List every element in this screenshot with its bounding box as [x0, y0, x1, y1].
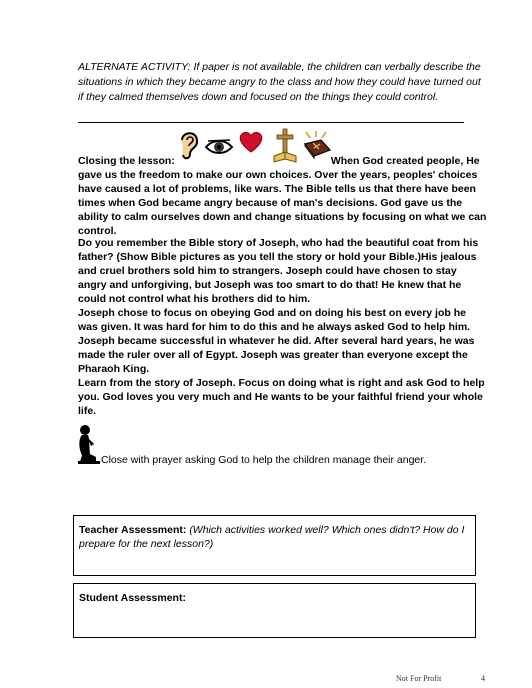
- praying-child-icon: [76, 424, 100, 466]
- page-number: 4: [481, 674, 485, 683]
- closing-lesson: [78, 150, 488, 238]
- closing-text: When God created people, He gave us the freedom to make our own choices. Over the years, peoples' choices have caused a lot of problems, like wars. The Bible tells us that there have been times when God became angry because of man's decisions. God gave us the ability to calm ourselves down and change situations by focusing on what we can control.: [78, 155, 487, 237]
- joseph-paragraph-2: Joseph chose to focus on obeying God and on doing his best on every job he was given. It was hard for him to do this and he always asked God to help him. Joseph became successful in whatever he did. After several hard years, he was made the ruler over all of Egypt. Joseph was greater than everyone except the Pharaoh King.: [78, 307, 475, 375]
- joseph-paragraph-3: Learn from the story of Joseph. Focus on doing what is right and ask God to help you. God loves you very much and He wants to be your faithful friend your whole life.: [78, 377, 485, 417]
- prayer-instruction: Close with prayer asking God to help the children manage their anger.: [101, 454, 427, 466]
- icon-spacer: [175, 150, 331, 164]
- student-assessment-label: Student Assessment:: [79, 592, 186, 604]
- divider-line: [78, 122, 464, 123]
- teacher-assessment-label: Teacher Assessment:: [79, 524, 187, 536]
- footer-note: Not For Profit: [396, 674, 442, 683]
- closing-label: Closing the lesson:: [78, 155, 175, 167]
- student-assessment-box[interactable]: [73, 583, 476, 638]
- alternate-activity: ALTERNATE ACTIVITY: If paper is not available, the children can verbally describe the situations in which they became angry to the class and how they could have turned out if they calmed themselves down and focused on the things they could control.: [78, 61, 481, 103]
- teacher-assessment-box[interactable]: [73, 515, 476, 576]
- joseph-paragraph-1: Do you remember the Bible story of Joseph, who had the beautiful coat from his father? (Show Bible pictures as you tell the story or hold your Bible.)His jealous and cruel brothers sold him to strangers. Joseph could have chosen to stay angry and unforgiving, but Joseph was too smart to do that! He knew that he could not control what his brothers did to him.: [78, 237, 479, 305]
- teacher-assessment-hint: (Which activities worked well? Which ones didn't? How do I prepare for the next lesson?): [79, 524, 465, 550]
